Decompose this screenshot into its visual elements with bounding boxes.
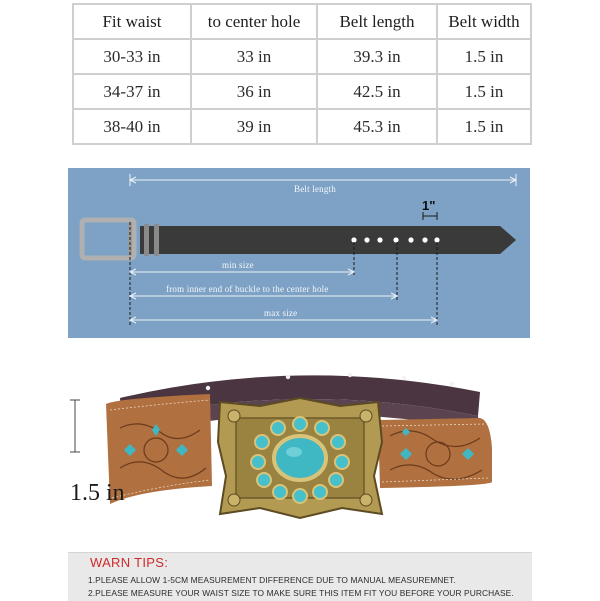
- belt-width-cell: 1.5 in: [437, 109, 531, 144]
- center-hole-label: from inner end of buckle to the center hole: [166, 284, 329, 294]
- min-size-label: min size: [222, 260, 254, 270]
- warn-tips-title: WARN TIPS:: [90, 555, 169, 570]
- center-hole-cell: 36 in: [191, 74, 317, 109]
- table-row: [73, 109, 531, 144]
- belt-measurement-diagram: [68, 168, 530, 338]
- belt-length-label: Belt length: [294, 184, 336, 194]
- warn-tip-line: 1.PLEASE ALLOW 1-5CM MEASUREMENT DIFFERENCE DUE TO MANUAL MEASUREMNET.: [88, 575, 456, 585]
- belt-product-photo: [60, 358, 540, 538]
- header-belt-length: Belt length: [317, 4, 437, 39]
- belt-width-cell: 1.5 in: [437, 74, 531, 109]
- belt-width-cell: 1.5 in: [437, 39, 531, 74]
- belt-length-cell: 42.5 in: [317, 74, 437, 109]
- buckle-icon: [82, 220, 159, 258]
- hole-spacing-label: 1": [422, 198, 436, 213]
- header-belt-width: Belt width: [437, 4, 531, 39]
- table-row: [73, 74, 531, 109]
- warn-tips-panel: [68, 552, 532, 601]
- width-marker-icon: [66, 398, 86, 454]
- center-hole-cell: 33 in: [191, 39, 317, 74]
- belt-length-cell: 39.3 in: [317, 39, 437, 74]
- table-row: [73, 39, 531, 74]
- belt-length-cell: 45.3 in: [317, 109, 437, 144]
- size-chart-header-row: [73, 4, 531, 39]
- size-chart-table: [72, 3, 532, 145]
- warn-tip-line: 2.PLEASE MEASURE YOUR WAIST SIZE TO MAKE SURE THIS ITEM FIT YOU BEFORE YOUR PURCHASE.: [88, 588, 514, 598]
- buckle-icon: [218, 398, 382, 518]
- fit-waist-cell: 38-40 in: [73, 109, 191, 144]
- center-hole-cell: 39 in: [191, 109, 317, 144]
- fit-waist-cell: 34-37 in: [73, 74, 191, 109]
- hole-spacing-marker: [423, 212, 437, 220]
- header-center-hole: to center hole: [191, 4, 317, 39]
- belt-right-strap: [378, 418, 492, 488]
- header-fit-waist: Fit waist: [73, 4, 191, 39]
- fit-waist-cell: 30-33 in: [73, 39, 191, 74]
- max-size-label: max size: [264, 308, 298, 318]
- belt-width-label: 1.5 in: [70, 480, 125, 506]
- belt-strap: [140, 226, 516, 254]
